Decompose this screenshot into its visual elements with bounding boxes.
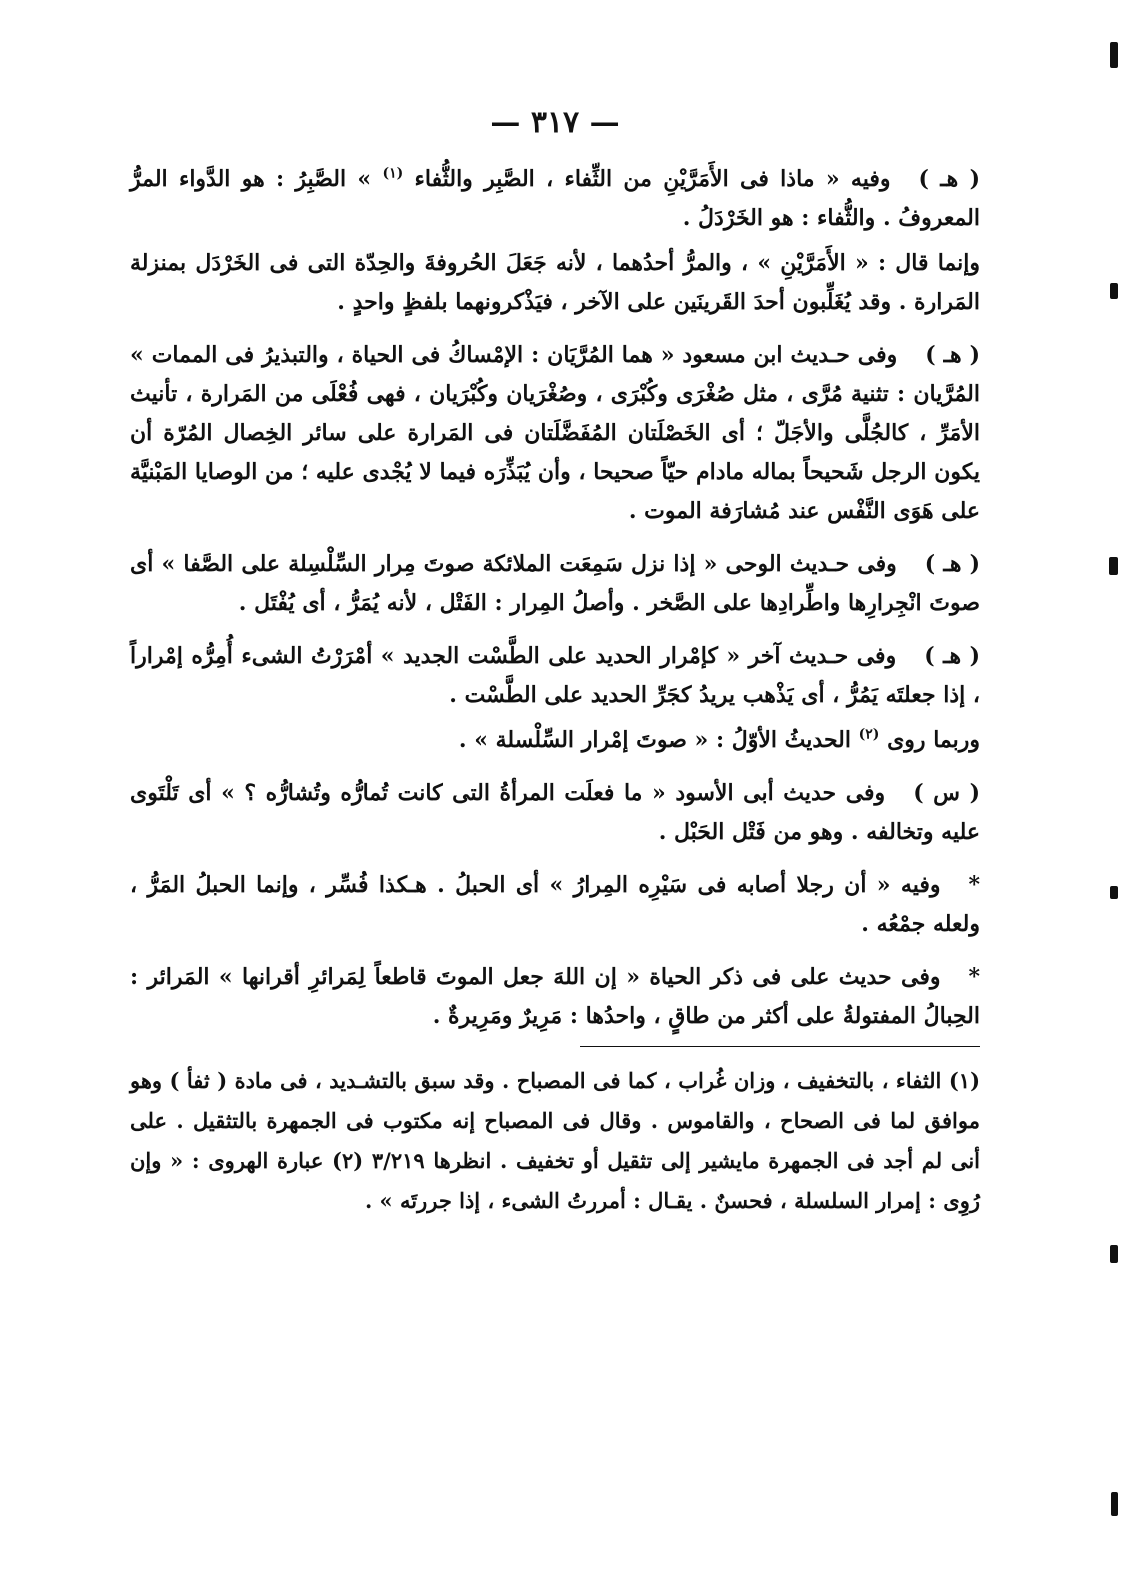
entry-8 — [130, 866, 980, 944]
entry-text: وإنما قال : « الأَمَرَّيْنِ » ، والمرُّ أحدُهما ، لأنه جَعَلَ الحُروفةَ والحِدّة التى فى الخَرْدَل بمنزلة المَرارة . وقد يُغَلِّبون أحدَ القَرينَين على الآخر ، فيَذْكرونهما بلفظٍ واحدٍ . — [130, 250, 980, 315]
scan-edge-mark — [1110, 283, 1118, 299]
entry-text: وفى حديث أبى الأسود « ما فعلَت المرأةُ التى كانت تُمارُّه وتُشارُّه ؟ » أى تَلْتَوى عليه وتخالفه . وهو من فَتْل الحَبْل . — [130, 780, 980, 845]
page-number: — ٣١٧ — — [490, 105, 620, 140]
footnotes — [130, 1061, 980, 1221]
entry-text-cont: الحديثُ الأوّلُ : « صوتَ إمْرار السِّلْسلة » . — [458, 727, 859, 753]
entry-text: وفى حـديث آخر « كإمْرار الحديد على الطَّسْت الجديد » أمْرَرْتُ الشىء أُمِرُّه إمْراراً ، إذا جعلتَه يَمُرُّ ، أى يَذْهب يريدُ كجَرِّ الحديد على الطَّسْت . — [130, 643, 980, 708]
entry-9 — [130, 958, 980, 1036]
entry-2 — [130, 244, 980, 322]
entry-tag: ( س ) — [913, 780, 980, 806]
entry-4 — [130, 545, 980, 623]
entry-text: وفيه « ماذا فى الأَمَرَّيْنِ من الثِّفاء ، الصَّبِر والثُّفاء — [414, 166, 891, 192]
entry-tag: ( هـ ) — [925, 342, 980, 368]
entry-text: وفى حديث على فى ذكر الحياة « إن اللهَ جعل الموتَ قاطعاً لِمَرائرِ أقرانها » المَرائر : الحِبالُ المفتولةُ على أكثر من طاقٍ ، واحدُها : مَرِيرٌ ومَرِيرةٌ . — [130, 964, 980, 1029]
entry-tag: * — [968, 872, 980, 898]
entry-text: وربما روى — [887, 727, 980, 753]
entry-tag: ( هـ ) — [918, 166, 980, 192]
page — [130, 105, 980, 1525]
entry-tag: * — [968, 964, 980, 990]
entry-tag: ( هـ ) — [924, 643, 980, 669]
entry-tag: ( هـ ) — [924, 551, 980, 577]
entry-7 — [130, 774, 980, 852]
entry-text-cont: » الصَّبِرُ : هو الدَّواء المرُّ المعروفُ . والثُّفاء : هو الخَرْدَلُ . — [130, 166, 980, 231]
entry-1 — [130, 160, 980, 238]
footnote-ref: (١) — [382, 165, 404, 182]
entry-text: وفى حـديث الوحى « إذا نزل سَمِعَت الملائكة صوتَ مِرار السِّلْسِلة على الصَّفا » أى صوتَ انْجِرارِها واطِّرادِها على الصَّخر . وأصلُ المِرار : الفَتْل ، لأنه يُمَرُّ ، أى يُفْتَل . — [130, 551, 980, 616]
scan-edge-mark — [1109, 557, 1118, 575]
scan-edge-mark — [1110, 886, 1118, 899]
entry-text: وفى حـديث ابن مسعود « هما المُرَّيَان : الإمْساكُ فى الحياة ، والتبذيرُ فى الممات » المُرَّيان : تثنية مُرَّى ، مثل صُغْرَى وكُبْرَى ، وصُغْرَيان وكُبْرَيان ، فهى فُعْلَى من المَرارة ، تأنيث الأمَرِّ ، كالجُلَّى والأجَلّ ؛ أى الخَصْلَتان المُفَضَّلَتان فى المَرارة على سائر الخِصال المُرّة أن يكون الرجل شَحيحاً بماله مادام حيّاً صحيحا ، وأن يُبَذِّرَه فيما لا يُجْدى عليه ؛ من الوصايا المَبْنيَّة على هَوَى النَّفْس عند مُشارَفة الموت . — [130, 342, 980, 524]
footnote-divider — [580, 1046, 980, 1047]
scan-edge-mark — [1110, 1245, 1118, 1263]
footnote: (١) الثفاء ، بالتخفيف ، وزان غُراب ، كما فى المصباح . وقد سبق بالتشـديد ، فى مادة ( ثفأ ) وهو موافق لما فى الصحاح ، والقاموس . وقال فى المصباح إنه مكتوب فى الجمهرة بالتثقيل . على أنى لم أجد فى الجمهرة مايشير إلى تثقيل أو تخفيف . انظرها ٣/٢١٩ (٢) عبارة الهروى : « وإن رُوِى : إمرار السلسلة ، فحسنٌ . يقـال : أمررتُ الشىء ، إذا جررتَه » . — [130, 1068, 981, 1213]
scan-edge-mark — [1111, 1492, 1118, 1516]
entry-5 — [130, 637, 980, 715]
entry-text: وفيه « أن رجلا أصابه فى سَيْرِه المِرارُ » أى الحبلُ . هـكذا فُسِّر ، وإنما الحبلُ المَرُّ ، ولعله جمْعُه . — [130, 872, 980, 937]
footnote-ref: (٢) — [858, 726, 880, 743]
entry-3 — [130, 336, 980, 531]
scan-edge-mark — [1110, 42, 1118, 68]
entry-6 — [130, 721, 980, 760]
